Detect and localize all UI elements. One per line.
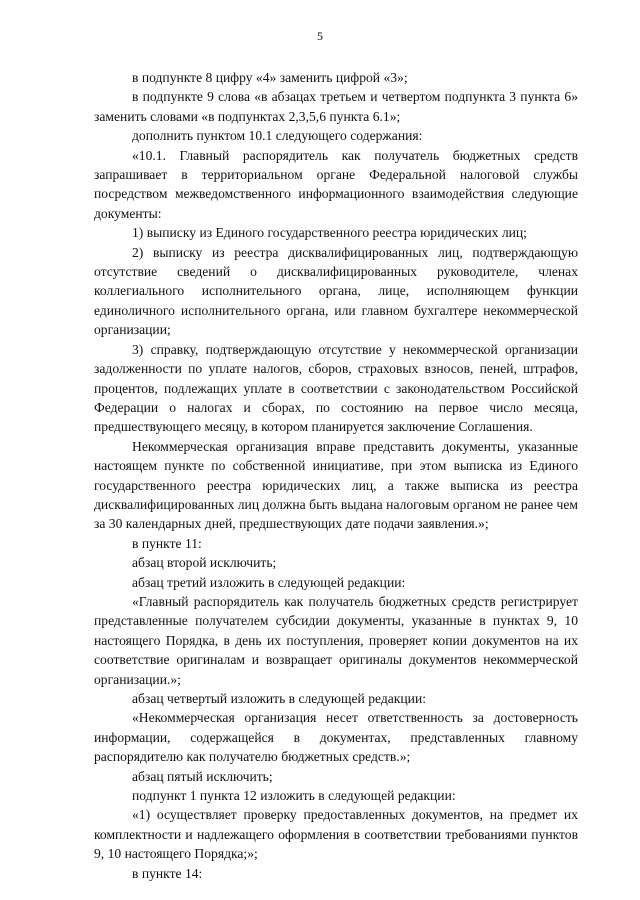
list-item: 2) выписку из реестра дисквалифицированных лиц, подтверждающую отсутствие сведений о дисквалифицированных руководителе, членах коллегиального исполнительного органа, лице, исполняющем функции единоличного исполнительного органа, или главном бухгалтере некоммерческой организации; bbox=[94, 244, 578, 338]
paragraph: абзац второй исключить; bbox=[132, 555, 277, 571]
list-item: 1) выписку из Единого государственного реестра юридических лиц; bbox=[132, 225, 527, 241]
paragraph: в пункте 14: bbox=[132, 865, 203, 881]
paragraph: подпункт 1 пункта 12 изложить в следующей редакции: bbox=[132, 788, 456, 804]
list-item: 3) справку, подтверждающую отсутствие у некоммерческой организации задолженности по уплате налогов, сборов, страховых взносов, пеней, штрафов, процентов, подлежащих уплате в соответствии с законодательством Российской Федерации о налогах и сборах, по состоянию на первое число месяца, предшествующего месяцу, в котором планируется заключение Соглашения. bbox=[94, 341, 578, 435]
paragraph: в подпункте 8 цифру «4» заменить цифрой «3»; bbox=[132, 70, 408, 85]
paragraph: абзац третий изложить в следующей редакции: bbox=[132, 574, 406, 590]
paragraph: «Некоммерческая организация несет ответственность за достоверность информации, содержащейся в документах, представленных главному распорядителю как получателю бюджетных средств.»; bbox=[94, 710, 578, 765]
paragraph: абзац пятый исключить; bbox=[132, 768, 273, 784]
paragraph: дополнить пунктом 10.1 следующего содержания: bbox=[132, 128, 423, 144]
paragraph: абзац четвертый изложить в следующей редакции: bbox=[132, 691, 427, 706]
page-number: 5 bbox=[317, 29, 323, 43]
paragraph: «Главный распорядитель как получатель бюджетных средств регистрирует представленные получателем субсидии документы, указанные в пунктах 9, 10 настоящего Порядка, в день их поступления, проверяет копии документов на их соответствие оригиналам и возвращает оригиналы документов некоммерческой организации.»; bbox=[94, 593, 578, 687]
paragraph: «10.1. Главный распорядитель как получатель бюджетных средств запрашивает в территориальном органе Федеральной налоговой службы посредством межведомственного информационного взаимодействия следующие документы: bbox=[94, 147, 578, 221]
paragraph: «1) осуществляет проверку предоставленных документов, на предмет их комплектности и надлежащего оформления в соответствии требованиями пунктов 9, 10 настоящего Порядка;»; bbox=[94, 807, 578, 862]
paragraph: в подпункте 9 слова «в абзацах третьем и четвертом подпункта 3 пункта 6» заменить словами «в подпунктах 2,3,5,6 пункта 6.1»; bbox=[94, 89, 578, 124]
document-body bbox=[94, 68, 578, 883]
paragraph: Некоммерческая организация вправе представить документы, указанные настоящем пункте по собственной инициативе, при этом выписка из Единого государственного реестра юридических лиц, а также выписка из реестра дисквалифицированных лиц должна быть выдана налоговым органом не ранее чем за 30 календарных дней, предшествующих дате подачи заявления.»; bbox=[94, 438, 578, 532]
paragraph: в пункте 11: bbox=[132, 535, 202, 551]
